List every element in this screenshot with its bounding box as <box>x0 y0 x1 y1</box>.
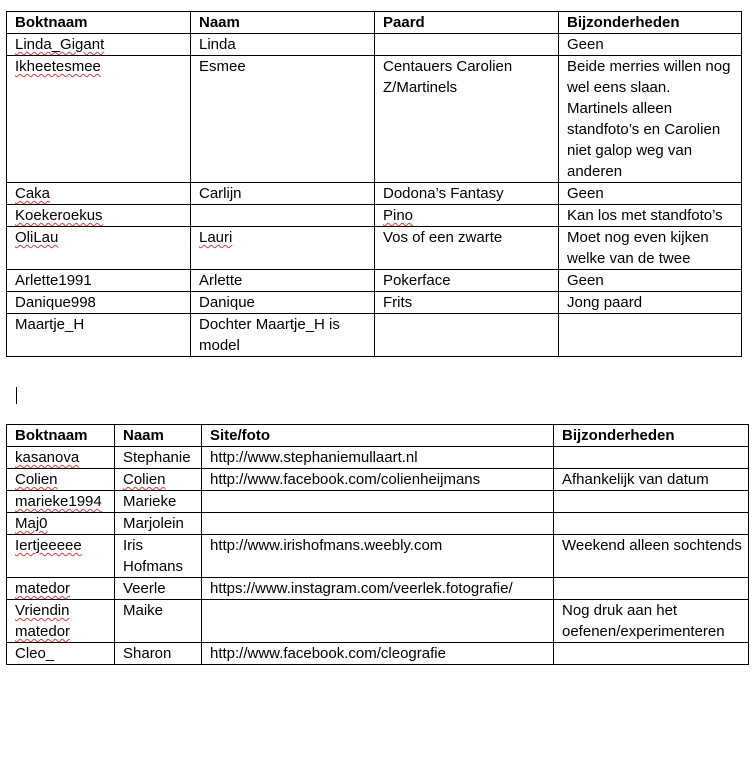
cell-boktnaam[interactable]: Maartje_H <box>7 314 191 357</box>
cell-bijzonderheden[interactable]: Weekend alleen sochtends <box>554 535 749 578</box>
cell-naam[interactable]: Marieke <box>115 491 202 513</box>
header-bijzonderheden: Bijzonderheden <box>559 12 742 34</box>
header-paard: Paard <box>375 12 559 34</box>
cell-naam[interactable]: Esmee <box>191 56 375 183</box>
cell-paard[interactable] <box>375 34 559 56</box>
cell-site[interactable]: http://www.facebook.com/cleografie <box>202 643 554 665</box>
cell-bijzonderheden[interactable] <box>554 643 749 665</box>
text-cursor <box>16 387 17 404</box>
cell-bijzonderheden[interactable]: Beide merries willen nog wel eens slaan. Martinels alleen standfoto’s en Carolien niet galop weg van anderen <box>559 56 742 183</box>
cell-naam[interactable]: Colien <box>115 469 202 491</box>
table-row <box>7 643 749 665</box>
cell-site[interactable]: http://www.irishofmans.weebly.com <box>202 535 554 578</box>
table-row <box>7 513 749 535</box>
cell-boktnaam[interactable]: Ikheetesmee <box>7 56 191 183</box>
cell-boktnaam[interactable]: Linda_Gigant <box>7 34 191 56</box>
header-boktnaam: Boktnaam <box>7 12 191 34</box>
cell-bijzonderheden[interactable] <box>554 491 749 513</box>
table-row <box>7 205 742 227</box>
header-boktnaam: Boktnaam <box>7 425 115 447</box>
cell-boktnaam[interactable]: Iertjeeeee <box>7 535 115 578</box>
cell-naam[interactable]: Linda <box>191 34 375 56</box>
table-row <box>7 270 742 292</box>
cell-boktnaam[interactable]: marieke1994 <box>7 491 115 513</box>
cell-naam[interactable]: Danique <box>191 292 375 314</box>
cell-site[interactable]: http://www.stephaniemullaart.nl <box>202 447 554 469</box>
cell-boktnaam[interactable]: Arlette1991 <box>7 270 191 292</box>
cell-boktnaam[interactable]: Danique998 <box>7 292 191 314</box>
cell-naam[interactable]: Dochter Maartje_H is model <box>191 314 375 357</box>
cell-boktnaam[interactable]: Cleo_ <box>7 643 115 665</box>
cell-naam[interactable]: Marjolein <box>115 513 202 535</box>
cell-naam[interactable]: Maike <box>115 600 202 643</box>
cell-naam[interactable]: Stephanie <box>115 447 202 469</box>
cell-bijzonderheden[interactable]: Geen <box>559 183 742 205</box>
table-header-row <box>7 12 742 34</box>
cell-site[interactable] <box>202 600 554 643</box>
table-row <box>7 34 742 56</box>
header-bijzonderheden: Bijzonderheden <box>554 425 749 447</box>
cell-naam[interactable]: Iris Hofmans <box>115 535 202 578</box>
cell-boktnaam[interactable]: Vriendin matedor <box>7 600 115 643</box>
table-row <box>7 469 749 491</box>
cell-naam[interactable]: Lauri <box>191 227 375 270</box>
cell-bijzonderheden[interactable] <box>554 447 749 469</box>
photographers-table <box>6 424 749 665</box>
riders-horses-table <box>6 11 742 357</box>
cell-site[interactable] <box>202 513 554 535</box>
cell-naam[interactable]: Veerle <box>115 578 202 600</box>
cell-boktnaam[interactable]: OliLau <box>7 227 191 270</box>
header-naam: Naam <box>115 425 202 447</box>
table-row <box>7 56 742 183</box>
cell-bijzonderheden[interactable]: Geen <box>559 34 742 56</box>
cell-site[interactable]: http://www.facebook.com/colienheijmans <box>202 469 554 491</box>
cell-boktnaam[interactable]: Colien <box>7 469 115 491</box>
cell-bijzonderheden[interactable] <box>554 513 749 535</box>
cell-paard[interactable]: Dodona’s Fantasy <box>375 183 559 205</box>
table-row <box>7 183 742 205</box>
cell-bijzonderheden[interactable]: Jong paard <box>559 292 742 314</box>
cell-naam[interactable] <box>191 205 375 227</box>
cell-bijzonderheden[interactable]: Nog druk aan het oefenen/experimenteren <box>554 600 749 643</box>
cell-paard[interactable]: Vos of een zwarte <box>375 227 559 270</box>
cell-paard[interactable]: Frits <box>375 292 559 314</box>
header-site-foto: Site/foto <box>202 425 554 447</box>
cell-bijzonderheden[interactable] <box>559 314 742 357</box>
table-row <box>7 491 749 513</box>
cell-site[interactable] <box>202 491 554 513</box>
cell-paard[interactable]: Pino <box>375 205 559 227</box>
table-row <box>7 314 742 357</box>
table-row <box>7 600 749 643</box>
cell-bijzonderheden[interactable] <box>554 578 749 600</box>
table-row <box>7 292 742 314</box>
cell-paard[interactable] <box>375 314 559 357</box>
cell-naam[interactable]: Arlette <box>191 270 375 292</box>
table-row <box>7 578 749 600</box>
cell-boktnaam[interactable]: Caka <box>7 183 191 205</box>
table-row <box>7 447 749 469</box>
cell-boktnaam[interactable]: Koekeroekus <box>7 205 191 227</box>
cell-bijzonderheden[interactable]: Kan los met standfoto’s <box>559 205 742 227</box>
cell-bijzonderheden[interactable]: Geen <box>559 270 742 292</box>
table-header-row <box>7 425 749 447</box>
cell-bijzonderheden[interactable]: Moet nog even kijken welke van de twee <box>559 227 742 270</box>
header-naam: Naam <box>191 12 375 34</box>
table-row <box>7 535 749 578</box>
cell-paard[interactable]: Pokerface <box>375 270 559 292</box>
cell-boktnaam[interactable]: matedor <box>7 578 115 600</box>
cell-paard[interactable]: Centauers Carolien Z/Martinels <box>375 56 559 183</box>
cell-boktnaam[interactable]: Maj0 <box>7 513 115 535</box>
table-row <box>7 227 742 270</box>
cell-bijzonderheden[interactable]: Afhankelijk van datum <box>554 469 749 491</box>
cell-boktnaam[interactable]: kasanova <box>7 447 115 469</box>
cell-naam[interactable]: Carlijn <box>191 183 375 205</box>
cell-naam[interactable]: Sharon <box>115 643 202 665</box>
cell-site[interactable]: https://www.instagram.com/veerlek.fotografie/ <box>202 578 554 600</box>
